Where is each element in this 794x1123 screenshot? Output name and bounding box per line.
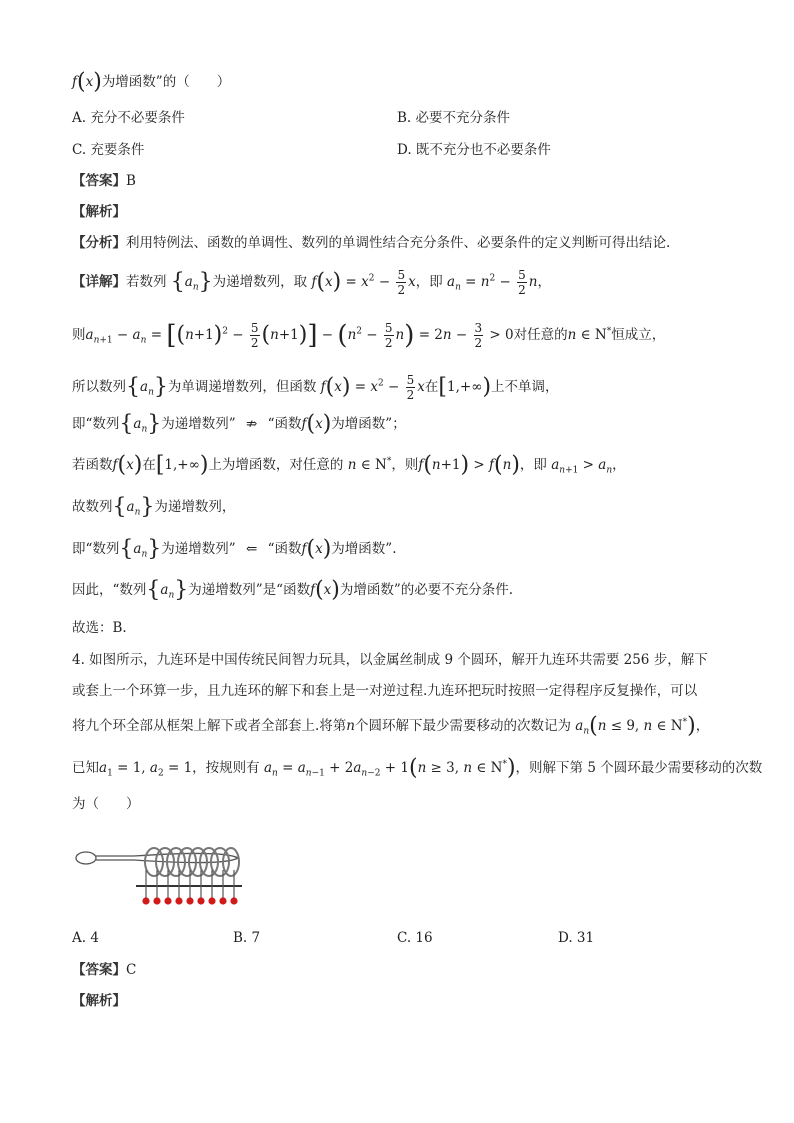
q4-stem-line-5: 为（ ） — [72, 796, 140, 812]
q3-analysis-tag: 【解析】 — [72, 204, 126, 220]
q3-option-c: C. 充要条件 — [72, 142, 145, 158]
q3-detail-line-3: 所以数列$\{a_n\}$为单调递增数列，但函数 $f(x) = x^2$ − $\frac{5}{2}$ x在[1,+∞)上不单调， — [72, 373, 559, 402]
q3-option-b: B. 必要不充分条件 — [397, 110, 511, 126]
q4-stem-line-2: 或套上一个环算一步，且九连环的解下和套上是一对逆过程.九连环把玩时按照一定得程序反复操作，可以 — [72, 683, 698, 699]
q3-detail-line-6: 故数列$\{a_n\}$为递增数列， — [72, 494, 236, 520]
q3-detail-line-5: 若函数f(x)在[1,+∞)上为增函数，对任意的 n ∈ N*，则f(n+1) > f(n)，即 $a_{n+1} > a_n$， — [72, 452, 626, 478]
q4-answer: 【答案】C — [72, 962, 137, 978]
q3-stem-tail: f(x)为增函数”的（ ） — [72, 69, 231, 95]
q3-option-a: A. 充分不必要条件 — [72, 110, 185, 126]
q4-stem-line-3: 将九个环全部从框架上解下或者全部套上.将第n个圆环解下最少需要移动的次数记为 $a_n(n \le 9$, n ∈ N*)， — [72, 713, 710, 739]
q4-stem-line-1: 4. 如图所示，九连环是中国传统民间智力玩具，以金属丝制成 9 个圆环，解开九连环共需要 256 步，解下 — [72, 652, 708, 668]
q3-choose: 故选：B. — [72, 620, 127, 636]
q3-detail-line-2: 则$a_{n+1} - a_n = [(n+1)^2$ − $\frac{5}{2}$ $(n+1)] - (n^2$ − $\frac{5}{2}$ n) = 2n − $\frac{3}{2}$ > 0对任意的n ∈ N*恒成立， — [72, 320, 666, 351]
q3-detail-line-1: 【详解】若数列 $\{a_n\}$为递增数列，取 $f(x) = x^2$ − $\frac{5}{2}$ x，即 $a_n = n^2$ − $\frac{5}{2}$ n， — [72, 268, 551, 297]
implied-by-icon: ⇐ — [245, 541, 258, 557]
q3-detail-line-7: 即“数列$\{a_n\}$为递增数列” ⇐ “函数f(x)为增函数”. — [72, 536, 397, 562]
q4-stem-line-4: 已知$a_1 = 1$, $a_2 = 1$，按规则有 $a_n = a_{n-1} + 2a_{n-2} + 1(n \ge 3$, n ∈ N*)，则解下第 5 个圆环最少需要移动的次数 — [72, 755, 763, 781]
q4-option-c: C. 16 — [397, 930, 433, 946]
q4-option-d: D. 31 — [558, 930, 595, 946]
q3-fenxi: 【分析】利用特例法、函数的单调性、数列的单调性结合充分条件、必要条件的定义判断可得出结论. — [72, 235, 671, 251]
q4-analysis-tag: 【解析】 — [72, 993, 126, 1009]
q3-option-d: D. 既不充分也不必要条件 — [397, 142, 551, 158]
q3-answer: 【答案】B — [72, 173, 136, 189]
q4-option-a: A. 4 — [72, 930, 99, 946]
nine-ring-puzzle-image — [74, 840, 246, 908]
q3-detail-line-8: 因此，“数列$\{a_n\}$为递增数列”是“函数f(x)为增函数”的必要不充分条件. — [72, 577, 514, 603]
not-implies-icon: ⇏ — [245, 416, 258, 432]
q4-option-b: B. 7 — [233, 930, 261, 946]
q3-detail-line-4: 即“数列$\{a_n\}$为递增数列” ⇏ “函数f(x)为增函数”； — [72, 411, 406, 437]
